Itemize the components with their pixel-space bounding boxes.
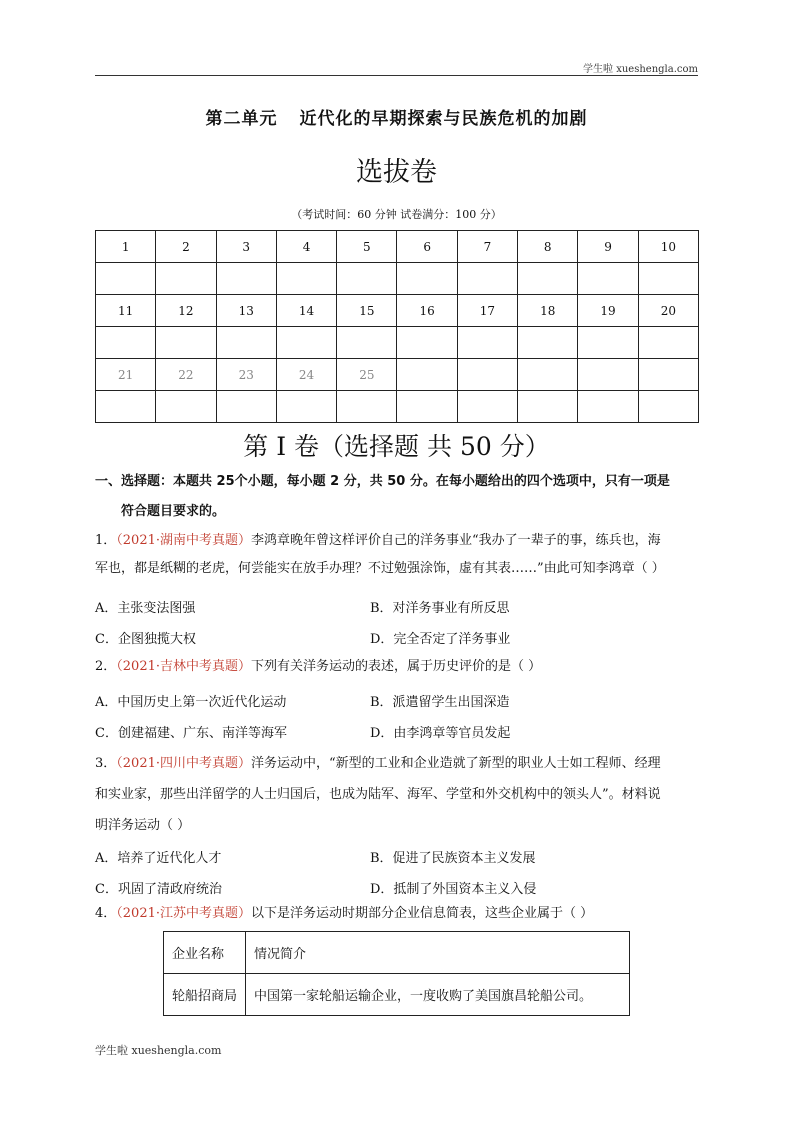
answer-cell[interactable] (397, 391, 457, 423)
grid-number: 19 (578, 295, 638, 327)
grid-number: 18 (518, 295, 578, 327)
grid-number: 7 (457, 231, 517, 263)
answer-cell[interactable] (518, 263, 578, 295)
question-source: （2021·江苏中考真题） (116, 906, 251, 921)
question-number: 4． (95, 906, 117, 921)
company-table-header: 企业名称 (164, 932, 246, 974)
answer-cell[interactable] (216, 327, 276, 359)
company-table-header-row (164, 932, 630, 974)
q1-option-a[interactable]: A．主张变法图强 (95, 601, 196, 616)
answer-grid (95, 230, 699, 423)
grid-number: 13 (216, 295, 276, 327)
q2-option-a[interactable]: A．中国历史上第一次近代化运动 (95, 695, 287, 710)
grid-empty-cell (638, 359, 698, 391)
answer-cell[interactable] (638, 263, 698, 295)
question-stem: 以下是洋务运动时期部分企业信息简表，这些企业属于（ ） (251, 906, 594, 921)
company-table (163, 931, 630, 1016)
question-3-line-2: 和实业家，那些出洋留学的人士归国后，也成为陆军、海军、学堂和外交机构中的领头人”。材料说 (95, 787, 661, 802)
grid-empty-cell (457, 359, 517, 391)
question-number: 3． (95, 756, 117, 771)
answer-grid-blank-row (96, 263, 699, 295)
grid-empty-cell (518, 359, 578, 391)
grid-number: 22 (156, 359, 216, 391)
answer-cell[interactable] (276, 327, 336, 359)
answer-cell[interactable] (578, 263, 638, 295)
answer-cell[interactable] (518, 327, 578, 359)
section-title: 第 I 卷（选择题 共 50 分） (243, 432, 550, 461)
answer-cell[interactable] (518, 391, 578, 423)
question-source: （2021·湖南中考真题） (116, 533, 251, 548)
question-3-line-1 (95, 748, 698, 779)
grid-number: 2 (156, 231, 216, 263)
grid-number: 14 (276, 295, 336, 327)
q3-option-b[interactable]: B．促进了民族资本主义发展 (370, 851, 536, 866)
question-2-line-1 (95, 653, 698, 681)
grid-number: 4 (276, 231, 336, 263)
answer-cell[interactable] (96, 327, 156, 359)
company-desc-cell: 中国第一家轮船运输企业，一度收购了美国旗昌轮船公司。 (246, 974, 630, 1016)
company-name-cell: 轮船招商局 (164, 974, 246, 1016)
answer-grid-number-row (96, 359, 699, 391)
unit-title-topic: 近代化的早期探索与民族危机的加剧 (299, 109, 588, 129)
answer-cell[interactable] (156, 263, 216, 295)
question-3 (95, 748, 698, 841)
grid-number: 16 (397, 295, 457, 327)
question-1-line-1 (95, 527, 698, 555)
paper-title: 选拔卷 (356, 157, 437, 188)
question-2 (95, 653, 698, 681)
answer-grid-blank-row (96, 391, 699, 423)
answer-cell[interactable] (457, 327, 517, 359)
answer-cell[interactable] (638, 391, 698, 423)
answer-cell[interactable] (276, 391, 336, 423)
q2-option-c[interactable]: C．创建福建、广东、南洋等海军 (95, 726, 287, 741)
q1-option-d[interactable]: D．完全否定了洋务事业 (370, 632, 511, 647)
question-number: 1． (95, 533, 117, 548)
answer-grid-number-row (96, 295, 699, 327)
site-footer[interactable]: 学生啦 xueshengla.com (95, 1044, 222, 1057)
grid-empty-cell (397, 359, 457, 391)
answer-grid-number-row (96, 231, 699, 263)
answer-cell[interactable] (578, 327, 638, 359)
unit-title-number: 第二单元 (205, 109, 278, 129)
grid-number: 21 (96, 359, 156, 391)
question-stem: 下列有关洋务运动的表述，属于历史评价的是（ ） (251, 659, 542, 674)
instructions-line-1: 一、选择题：本题共 25个小题，每小题 2 分，共 50 分。在每小题给出的四个选项中，只有一项是 (95, 474, 670, 489)
question-1 (95, 527, 698, 583)
answer-cell[interactable] (276, 263, 336, 295)
answer-cell[interactable] (156, 327, 216, 359)
q1-option-c[interactable]: C．企图独揽大权 (95, 632, 196, 647)
q3-option-a[interactable]: A．培养了近代化人才 (95, 851, 222, 866)
answer-cell[interactable] (337, 327, 397, 359)
grid-number: 9 (578, 231, 638, 263)
company-table-row (164, 974, 630, 1016)
question-source: （2021·四川中考真题） (116, 756, 251, 771)
grid-number: 6 (397, 231, 457, 263)
q2-option-d[interactable]: D．由李鸿章等官员发起 (370, 726, 511, 741)
answer-cell[interactable] (216, 263, 276, 295)
question-source: （2021·吉林中考真题） (116, 659, 251, 674)
answer-cell[interactable] (337, 263, 397, 295)
grid-number: 20 (638, 295, 698, 327)
answer-cell[interactable] (578, 391, 638, 423)
grid-number: 23 (216, 359, 276, 391)
unit-title (0, 104, 793, 129)
question-4 (95, 900, 698, 928)
answer-cell[interactable] (397, 263, 457, 295)
question-stem: 李鸿章晚年曾这样评价自己的洋务事业“我办了一辈子的事，练兵也，海 (251, 533, 661, 548)
answer-cell[interactable] (96, 391, 156, 423)
grid-number: 11 (96, 295, 156, 327)
grid-number: 17 (457, 295, 517, 327)
grid-number: 12 (156, 295, 216, 327)
site-header-text[interactable]: 学生啦 xueshengla.com (583, 64, 698, 75)
answer-cell[interactable] (337, 391, 397, 423)
grid-number: 5 (337, 231, 397, 263)
grid-number: 3 (216, 231, 276, 263)
grid-number: 15 (337, 295, 397, 327)
grid-number: 1 (96, 231, 156, 263)
company-table-header: 情况简介 (246, 932, 630, 974)
instructions-line-2: 符合题目要求的。 (121, 504, 226, 519)
exam-info: （考试时间：60 分钟 试卷满分：100 分） (291, 208, 502, 221)
question-4-line-1 (95, 900, 698, 928)
question-3-line-3: 明洋务运动（ ） (95, 818, 191, 833)
grid-number: 25 (337, 359, 397, 391)
grid-number: 10 (638, 231, 698, 263)
answer-cell[interactable] (96, 263, 156, 295)
answer-cell[interactable] (216, 391, 276, 423)
q2-option-b[interactable]: B．派遣留学生出国深造 (370, 695, 510, 710)
grid-number: 8 (518, 231, 578, 263)
site-header (95, 60, 698, 76)
answer-cell[interactable] (397, 327, 457, 359)
answer-cell[interactable] (457, 263, 517, 295)
answer-cell[interactable] (457, 391, 517, 423)
question-number: 2． (95, 659, 117, 674)
question-stem: 洋务运动中，“新型的工业和企业造就了新型的职业人士如工程师、经理 (251, 756, 661, 771)
answer-cell[interactable] (638, 327, 698, 359)
grid-number: 24 (276, 359, 336, 391)
q3-option-c[interactable]: C．巩固了清政府统治 (95, 882, 222, 897)
grid-empty-cell (578, 359, 638, 391)
q1-option-b[interactable]: B．对洋务事业有所反思 (370, 601, 510, 616)
answer-cell[interactable] (156, 391, 216, 423)
q3-option-d[interactable]: D．抵制了外国资本主义入侵 (370, 882, 537, 897)
question-1-line-2: 军也，都是纸糊的老虎，何尝能实在放手办理？不过勉强涂饰，虚有其表……”由此可知李鸿章（ ） (95, 561, 665, 576)
answer-grid-blank-row (96, 327, 699, 359)
